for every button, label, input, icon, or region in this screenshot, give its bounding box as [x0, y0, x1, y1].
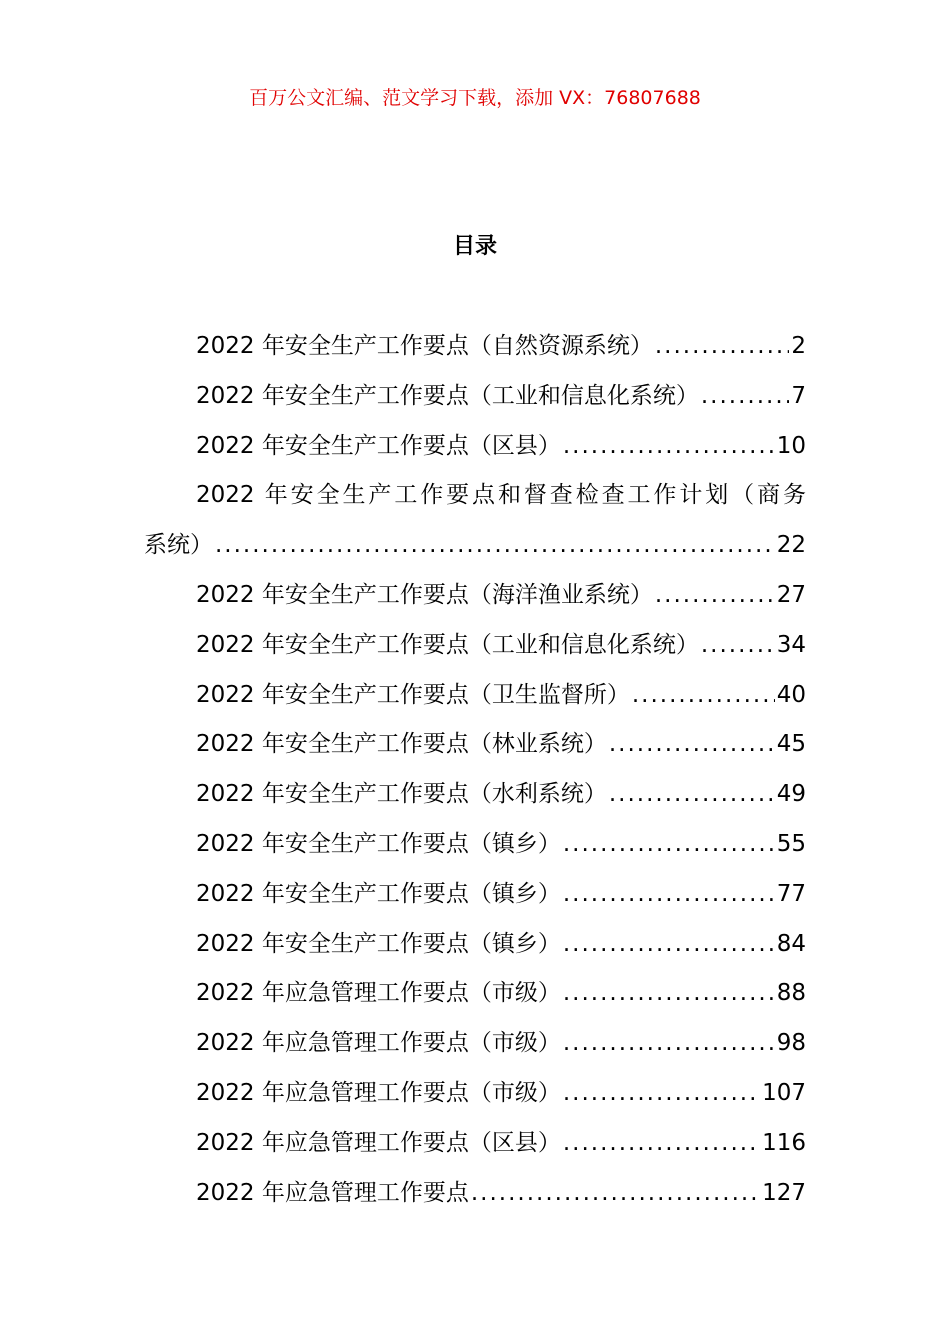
toc-page-number: 55 [776, 830, 806, 857]
toc-entry-second-line [144, 521, 806, 571]
toc-page-number: 27 [776, 581, 806, 608]
toc-entry-title: 2022 年安全生产工作要点（区县） [196, 432, 561, 459]
toc-entry-title-line2: 系统） [144, 532, 213, 559]
toc-page-number: 10 [776, 432, 806, 459]
toc-page-number: 127 [762, 1179, 806, 1206]
dot-leader [563, 1119, 760, 1169]
toc-entry-title: 2022 年安全生产工作要点（水利系统） [196, 781, 607, 808]
dot-leader [563, 1069, 760, 1119]
dot-leader [563, 969, 775, 1019]
toc-title: 目录 [452, 234, 497, 259]
dot-leader [655, 571, 775, 621]
toc-entry-title: 2022 年安全生产工作要点（镇乡） [196, 880, 561, 907]
toc-entry[interactable] [144, 1069, 806, 1119]
dot-leader [563, 1019, 775, 1069]
toc-entry[interactable] [144, 770, 806, 820]
toc-page-number: 2 [791, 333, 806, 359]
toc-entry-title: 2022 年安全生产工作要点（海洋渔业系统） [196, 581, 653, 608]
toc-entry[interactable] [144, 720, 806, 770]
toc-entry-title: 2022 年安全生产工作要点（卫生监督所） [196, 681, 630, 708]
toc-page-number: 45 [776, 731, 806, 758]
dot-leader [563, 820, 775, 870]
dot-leader [701, 621, 775, 671]
toc-page-number: 22 [776, 532, 806, 559]
toc-page-number: 98 [776, 1030, 806, 1057]
dot-leader [632, 671, 775, 721]
toc-entry-title: 2022 年应急管理工作要点（区县） [196, 1129, 561, 1156]
toc-entry[interactable] [144, 870, 806, 920]
toc-entry[interactable] [144, 1019, 806, 1069]
toc-entry[interactable] [144, 820, 806, 870]
toc-entry-title: 2022 年安全生产工作要点（工业和信息化系统） [196, 631, 699, 658]
toc-entry[interactable] [144, 1119, 806, 1169]
toc-entry-title: 2022 年安全生产工作要点（镇乡） [196, 830, 561, 857]
dot-leader [609, 720, 775, 770]
dot-leader [655, 322, 790, 372]
toc-entry-title: 2022 年应急管理工作要点（市级） [196, 1030, 561, 1057]
toc-entry[interactable] [144, 372, 806, 422]
dot-leader [563, 920, 775, 970]
dot-leader [609, 770, 775, 820]
toc-entry-title: 2022 年安全生产工作要点（林业系统） [196, 731, 607, 758]
toc-entry-title: 2022 年应急管理工作要点 [196, 1179, 469, 1206]
toc-entry[interactable] [144, 471, 806, 571]
toc-page-number: 107 [762, 1079, 806, 1106]
toc-entry[interactable] [144, 969, 806, 1019]
toc-page-number: 88 [776, 980, 806, 1007]
dot-leader [701, 372, 790, 422]
toc-entry[interactable] [144, 671, 806, 721]
toc-entry[interactable] [144, 422, 806, 472]
dot-leader [563, 870, 775, 920]
toc-page-number: 77 [776, 880, 806, 907]
toc-entry-title: 2022 年应急管理工作要点（市级） [196, 1079, 561, 1106]
toc-entry-title: 2022 年安全生产工作要点（自然资源系统） [196, 333, 653, 359]
toc-entry[interactable] [144, 571, 806, 621]
toc-entry[interactable] [144, 920, 806, 970]
toc-page-number: 34 [776, 631, 806, 658]
toc-entry[interactable] [144, 1169, 806, 1219]
toc-entry[interactable] [144, 322, 806, 372]
toc-page-number: 7 [791, 382, 806, 409]
toc-entry-title: 2022 年安全生产工作要点（镇乡） [196, 930, 561, 957]
dot-leader [471, 1169, 760, 1219]
toc-entry[interactable] [144, 621, 806, 671]
toc-page-number: 40 [776, 681, 806, 708]
dot-leader [563, 422, 775, 472]
toc-page-number: 116 [762, 1129, 806, 1156]
toc-entry-title-line1: 2022 年安全生产工作要点和督查检查工作计划（商务 [196, 482, 806, 509]
header-note: 百万公文汇编、范文学习下载，添加 VX：76807688 [249, 87, 701, 109]
table-of-contents [144, 322, 806, 1218]
dot-leader [215, 521, 775, 571]
toc-page-number: 84 [776, 930, 806, 957]
toc-entry-title: 2022 年应急管理工作要点（市级） [196, 980, 561, 1007]
toc-page-number: 49 [776, 781, 806, 808]
toc-entry-title: 2022 年安全生产工作要点（工业和信息化系统） [196, 382, 699, 409]
